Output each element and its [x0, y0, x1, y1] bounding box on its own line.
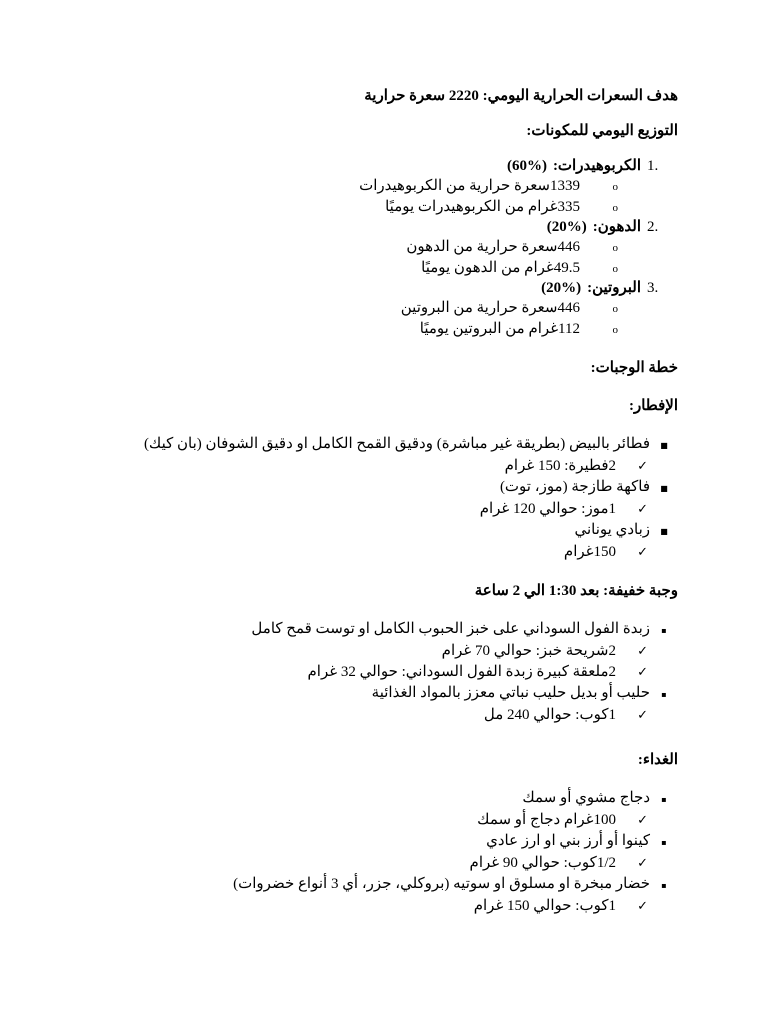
macro-percent: (20%) [546, 219, 587, 235]
circle-bullet-icon: o [612, 202, 618, 214]
macro-label: الدهون: [592, 219, 641, 235]
list-item: o 335غرام من الكربوهيدرات يوميًا [60, 197, 618, 218]
portion-line: ✓ 2فطيرة: 150 غرام [60, 456, 678, 477]
checkmark-icon: ✓ [637, 459, 648, 474]
snack-heading: وجبة خفيفة: بعد 1:30 الي 2 ساعة [474, 583, 678, 599]
macro-label: الكربوهيدرات: [552, 158, 641, 174]
checkmark-icon: ✓ [637, 502, 648, 517]
macro-details [60, 237, 678, 279]
checkmark-icon: ✓ [637, 545, 648, 560]
circle-bullet-icon: o [612, 263, 618, 275]
portion-line: ✓ 1موز: حوالي 120 غرام [60, 499, 678, 520]
circle-bullet-icon: o [612, 324, 618, 336]
lunch-heading: الغداء: [637, 752, 678, 768]
checkmark-icon: ✓ [637, 856, 648, 871]
macro-percent: (60%) [506, 158, 547, 174]
distribution-heading: التوزيع اليومي للمكونات: [526, 123, 678, 139]
lunch-list [60, 788, 678, 917]
checkmark-icon: ✓ [637, 708, 648, 723]
food-item: ▪ زبدة الفول السوداني على خبز الحبوب الكامل او توست قمح كامل ✓ 2شريحة خبز: حوالي 70 غرام ✓ 2ملعقة كبيرة زبدة الفول السوداني: حوالي 32 غرام [60, 619, 678, 683]
food-item: ■ فاكهة طازجة (موز، توت) ✓ 1موز: حوالي 120 غرام [60, 477, 678, 520]
checkmark-icon: ✓ [637, 813, 648, 828]
circle-bullet-icon: o [612, 242, 618, 254]
macro-item-fats [60, 218, 678, 279]
list-number: .1 [647, 158, 659, 174]
checkmark-icon: ✓ [637, 665, 648, 680]
meal-plan-heading: خطة الوجبات: [590, 360, 678, 376]
portion-line: ✓ 100غرام دجاج أو سمك [60, 810, 678, 831]
macro-item-protein [60, 279, 678, 340]
macro-percent: (20%) [541, 280, 582, 296]
food-item: ▪ كينوا أو أرز بني او ارز عادي ✓ 1/2كوب: حوالي 90 غرام [60, 831, 678, 874]
macro-list [60, 157, 678, 340]
breakfast-heading: الإفطار: [628, 398, 678, 414]
checkmark-icon: ✓ [637, 899, 648, 914]
portion-line: ✓ 2ملعقة كبيرة زبدة الفول السوداني: حوالي 32 غرام [60, 662, 678, 683]
list-number: .2 [647, 219, 659, 235]
portion-line: ✓ 1/2كوب: حوالي 90 غرام [60, 853, 678, 874]
list-item: o 446سعرة حرارية من الدهون [60, 237, 618, 258]
square-bullet-icon: ■ [660, 527, 668, 536]
square-bullet-icon: ■ [660, 441, 668, 450]
square-bullet-icon: ▪ [661, 690, 667, 699]
portion-line: ✓ 1كوب: حوالي 240 مل [60, 705, 678, 726]
macro-details [60, 176, 678, 218]
square-bullet-icon: ▪ [661, 838, 667, 847]
list-item: o 112غرام من البروتين يوميًا [60, 319, 618, 340]
square-bullet-icon: ▪ [661, 795, 667, 804]
macro-label: البروتين: [587, 280, 641, 296]
circle-bullet-icon: o [612, 181, 618, 193]
macro-details [60, 298, 678, 340]
food-item: ▪ دجاج مشوي أو سمك ✓ 100غرام دجاج أو سمك [60, 788, 678, 831]
portion-line: ✓ 1كوب: حوالي 150 غرام [60, 896, 678, 917]
square-bullet-icon: ■ [660, 484, 668, 493]
checkmark-icon: ✓ [637, 644, 648, 659]
list-item: o 49.5غرام من الدهون يوميًا [60, 258, 618, 279]
macro-item-carbs [60, 157, 678, 218]
list-item: o 1339سعرة حرارية من الكربوهيدرات [60, 176, 618, 197]
food-item: ▪ حليب أو بديل حليب نباتي معزز بالمواد الغذائية ✓ 1كوب: حوالي 240 مل [60, 683, 678, 726]
food-item: ■ فطائر بالبيض (بطريقة غير مباشرة) ودقيق القمح الكامل او دقيق الشوفان (بان كيك) ✓ 2فطيرة: 150 غرام [60, 434, 678, 477]
portion-line: ✓ 2شريحة خبز: حوالي 70 غرام [60, 641, 678, 662]
list-number: .3 [647, 280, 659, 296]
food-item: ■ زبادي يوناني ✓ 150غرام [60, 520, 678, 563]
list-item: o 446سعرة حرارية من البروتين [60, 298, 618, 319]
snack-list [60, 619, 678, 726]
square-bullet-icon: ▪ [661, 881, 667, 890]
portion-line: ✓ 150غرام [60, 542, 678, 563]
square-bullet-icon: ▪ [661, 626, 667, 635]
breakfast-list [60, 434, 678, 563]
food-item: ▪ خضار مبخرة او مسلوق او سوتيه (بروكلي، جزر، أي 3 أنواع خضروات) ✓ 1كوب: حوالي 150 غرام [60, 874, 678, 917]
circle-bullet-icon: o [612, 303, 618, 315]
calorie-target-heading: هدف السعرات الحرارية اليومي: 2220 سعرة حرارية [364, 88, 678, 104]
